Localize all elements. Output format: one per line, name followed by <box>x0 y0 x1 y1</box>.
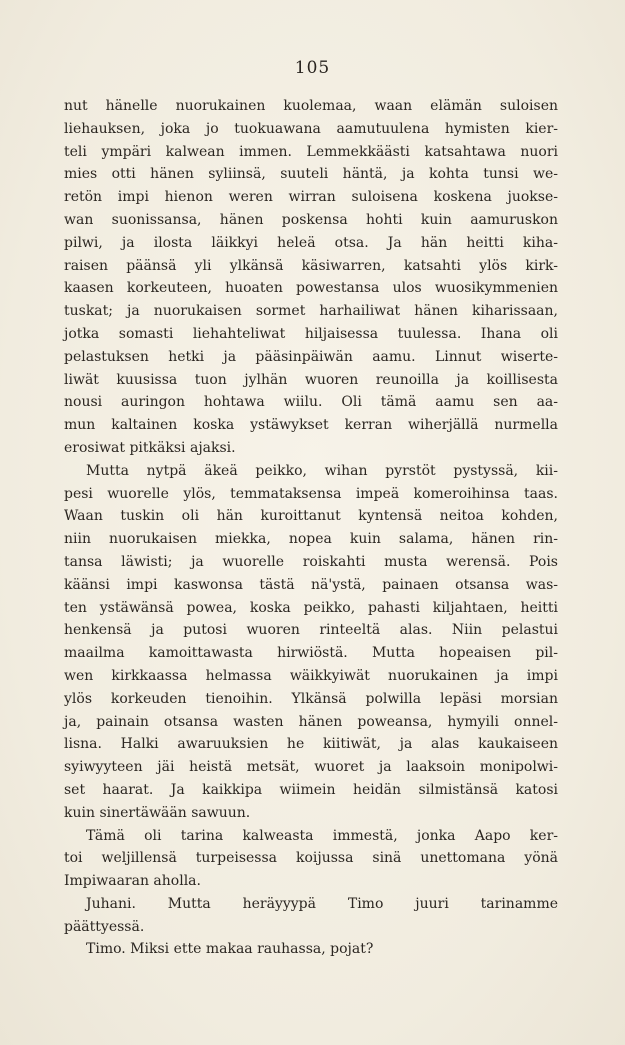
text-line: pesi wuorelle ylös, temmataksensa impeä komeroihinsa taas. <box>64 485 558 502</box>
text-line: ylös korkeuden tienoihin. Ylkänsä polwilla lepäsi morsian <box>64 690 558 707</box>
text-line: mun kaltainen koska ystäwykset kerran wiherjällä nurmella <box>64 417 558 434</box>
text-line: syiwyyteen jäi heistä metsät, wuoret ja laaksoin monipolwi- <box>64 759 558 776</box>
text-line: wen kirkkaassa helmassa wäikkyiwät nuorukainen ja impi <box>64 667 558 684</box>
text-line: nut hänelle nuorukainen kuolemaa, waan elämän suloisen <box>64 98 558 114</box>
text-line: liehauksen, joka jo tuokuawana aamutuulena hymisten kier- <box>64 120 558 137</box>
text-line: kaasen korkeuteen, huoaten powestansa ulos wuosikymmenien <box>64 280 558 297</box>
page-number: 105 <box>294 58 331 78</box>
text-line: kuin sinertäwään sawuun. <box>64 804 251 821</box>
text-line: niin nuorukaisen miekka, nopea kuin salama, hänen rin- <box>64 531 558 548</box>
text-line: Impiwaaran aholla. <box>64 873 201 890</box>
text-line: retön impi hienon weren wirran suloisena koskena juokse- <box>64 189 558 206</box>
text-line: jotka somasti liehahteliwat hiljaisessa tuulessa. Ihana oli <box>64 325 558 342</box>
text-line: Timo. Miksi ette makaa rauhassa, pojat? <box>86 941 374 958</box>
text-line: ja, painain otsansa wasten hänen poweansa, hymyili onnel- <box>64 713 558 730</box>
text-line: henkensä ja putosi wuoren rinteeltä alas. Niin pelastui <box>64 622 558 639</box>
text-line: raisen päänsä yli ylkänsä käsiwarren, katsahti ylös kirk- <box>64 257 558 274</box>
text-line: Waan tuskin oli hän kuroittanut kyntensä neitoa kohden, <box>64 508 558 525</box>
text-line: tansa läwisti; ja wuorelle roiskahti musta werensä. Pois <box>64 553 558 570</box>
text-line: Mutta nytpä äkeä peikko, wihan pyrstöt pystyssä, kii- <box>86 462 558 479</box>
text-line: set haarat. Ja kaikkipa wiimein heidän silmistänsä katosi <box>64 781 558 798</box>
text-line: teli ympäri kalwean immen. Lemmekkäästi katsahtawa nuori <box>64 143 558 160</box>
text-line: erosiwat pitkäksi ajaksi. <box>64 439 236 456</box>
body-text <box>64 95 558 961</box>
text-line: toi weljillensä turpeisessa koijussa sinä unettomana yönä <box>64 850 558 867</box>
text-line: käänsi impi kaswonsa tästä nä'ystä, painaen otsansa was- <box>64 576 558 593</box>
text-line: wan suonissansa, hänen poskensa hohti kuin aamuruskon <box>64 211 558 228</box>
text-line: Juhani. Mutta heräyyypä Timo juuri tarinamme <box>86 895 558 912</box>
text-line: Tämä oli tarina kalweasta immestä, jonka Aapo ker- <box>86 827 558 844</box>
text-line: ten ystäwänsä powea, koska peikko, pahasti kiljahtaen, heitti <box>64 599 558 616</box>
text-line: pelastuksen hetki ja pääsinpäiwän aamu. Linnut wiserte- <box>64 348 558 365</box>
text-line: lisna. Halki awaruuksien he kiitiwät, ja alas kaukaiseen <box>64 736 558 753</box>
text-line: tuskat; ja nuorukaisen sormet harhailiwat hänen kiharissaan, <box>64 303 558 320</box>
text-line: pilwi, ja ilosta läikkyi heleä otsa. Ja hän heitti kiha- <box>64 234 558 251</box>
text-line: maailma kamoittawasta hirwiöstä. Mutta hopeaisen pil- <box>64 645 558 662</box>
text-line: nousi auringon hohtawa wiilu. Oli tämä aamu sen aa- <box>64 394 558 411</box>
text-line: mies otti hänen syliinsä, suuteli häntä, ja kohta tunsi we- <box>64 166 558 183</box>
text-line: päättyessä. <box>64 918 145 935</box>
text-line: liwät kuusissa tuon jylhän wuoren reunoilla ja koillisesta <box>64 371 558 388</box>
